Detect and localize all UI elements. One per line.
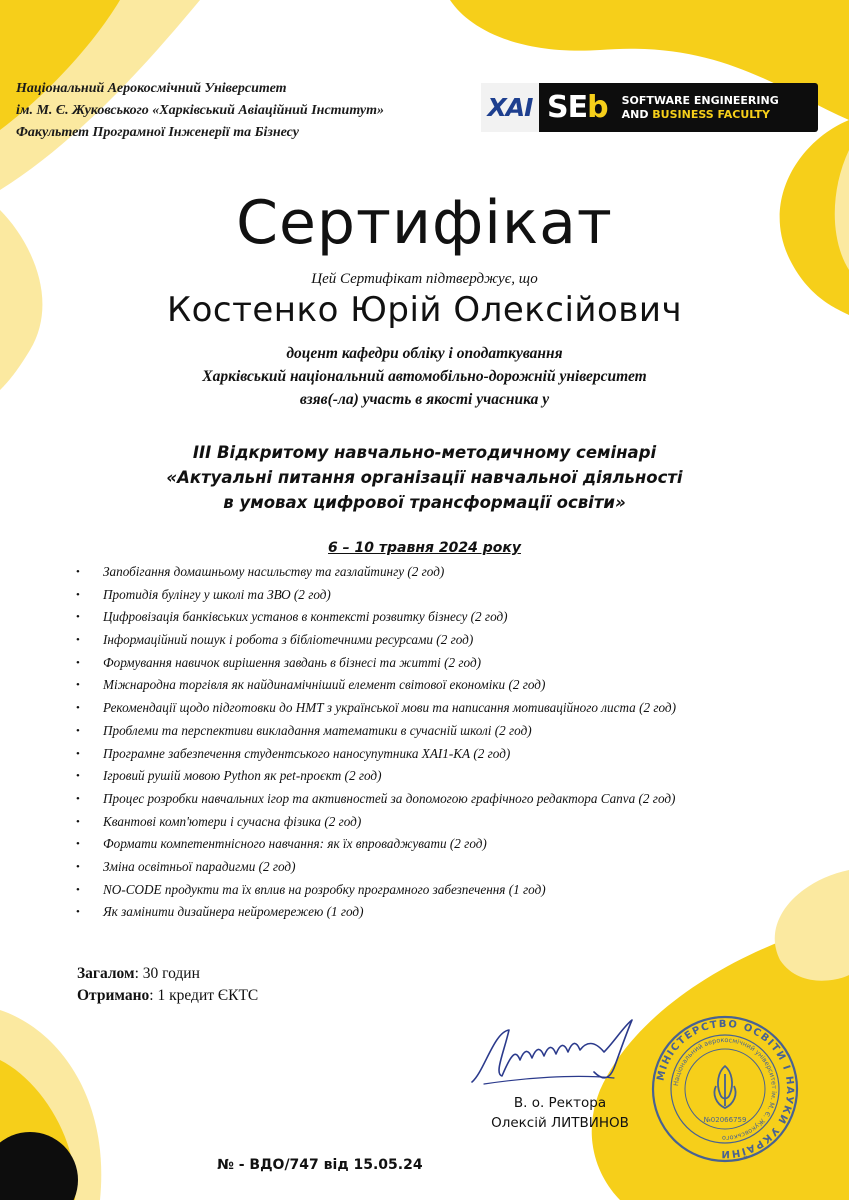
university-seal: [650, 1014, 800, 1164]
bullet-icon: •: [76, 634, 80, 647]
rector-signature: [464, 1012, 644, 1094]
seb-logo-text-a: SE: [547, 90, 588, 125]
faculty-logo-line2: [622, 108, 779, 122]
topic-text: Проблеми та перспективи викладання математики в сучасній школі (2 год): [103, 722, 532, 738]
faculty-logo-text: [622, 94, 779, 122]
certificate-title: Сертифікат: [236, 188, 613, 258]
bullet-icon: •: [76, 566, 80, 578]
faculty-logo-line1: SOFTWARE ENGINEERING: [621, 93, 779, 107]
university-name: Національний Аерокосмічний Університет: [16, 81, 287, 96]
topic-text: Квантові комп'ютери і сучасна фізика (2 год): [103, 813, 362, 829]
topics-list: [74, 561, 676, 924]
list-item: [74, 584, 676, 607]
list-item: [74, 674, 676, 697]
signatory-name: Олексій ЛИТВИНОВ: [491, 1115, 629, 1131]
signatory-title: В. о. Ректора: [513, 1095, 607, 1111]
topic-text: Процес розробки навчальних ігор та активностей за допомогою графічного редактора Canva (2 год): [103, 790, 676, 806]
participation-text: взяв(-ла) участь в якості учасника у: [299, 391, 550, 408]
topic-text: Ігровий рушій мовою Python як pet-проєкт (2 год): [103, 768, 382, 784]
list-item: [74, 856, 676, 879]
credit-summary: [77, 963, 258, 1007]
topic-text: Зміна освітньої парадигми (2 год): [103, 858, 296, 874]
topic-text: Рекомендації щодо підготовки до НМТ з української мови та написання мотиваційного листа (2 год): [103, 700, 676, 716]
list-item: [74, 811, 676, 834]
total-value: : 30 годин: [134, 965, 200, 982]
total-label: Загалом: [77, 965, 135, 982]
confirm-text: Цей Сертифікат підтверджує, що: [311, 271, 538, 287]
seal-inner-text: Національний аерокосмічний університет ім. М. Є. Жуковського: [672, 1035, 779, 1143]
list-item: [74, 606, 676, 629]
faculty-logo: [481, 83, 818, 132]
document-number: № - ВДО/747 від 15.05.24: [217, 1157, 423, 1173]
xai-logo: XAI: [481, 83, 539, 132]
seb-logo-text-b: b: [587, 90, 608, 125]
topic-text: Інформаційний пошук і робота з бібліотечними ресурсами (2 год): [103, 632, 474, 648]
list-item: [74, 720, 676, 743]
received-value: : 1 кредит ЄКТС: [149, 987, 259, 1004]
bullet-icon: •: [76, 656, 80, 669]
bullet-icon: •: [76, 815, 80, 828]
seminar-line2: «Актуальні питання організації навчальної діяльності: [166, 468, 683, 487]
topic-text: Цифровізація банківських установ в контексті розвитку бізнесу (2 год): [103, 609, 508, 625]
topic-text: Як замінити дизайнера нейромережею (1 год): [103, 904, 364, 920]
recipient-name: Костенко Юрій Олексійович: [166, 290, 683, 330]
topic-text: NO-CODE продукти та їх вплив на розробку програмного забезпечення (1 год): [103, 881, 546, 897]
list-item: [74, 629, 676, 652]
list-item: [74, 652, 676, 675]
faculty-name: Факультет Програмної Інженерії та Бізнесу: [16, 125, 299, 140]
total-hours: [77, 963, 258, 985]
list-item: [74, 833, 676, 856]
bullet-icon: •: [76, 860, 80, 873]
bullet-icon: •: [76, 588, 80, 601]
list-item: [74, 879, 676, 902]
list-item: [74, 561, 676, 584]
topic-text: Протидія булінгу у школі та ЗВО (2 год): [103, 586, 331, 602]
topic-text: Формати компетентнісного навчання: як їх впроваджувати (2 год): [103, 836, 487, 852]
list-item: [74, 765, 676, 788]
bullet-icon: •: [76, 747, 80, 760]
received-label: Отримано: [77, 987, 150, 1004]
bullet-icon: •: [76, 770, 80, 783]
credits-received: [77, 985, 258, 1007]
seal-outer-text: МІНІСТЕРСТВО ОСВІТИ І НАУКИ УКРАЇНИ: [655, 1018, 796, 1160]
topic-text: Запобігання домашньому насильству та газлайтингу (2 год): [103, 564, 445, 579]
seal-code: №02066759: [703, 1116, 747, 1124]
bullet-icon: •: [76, 724, 80, 737]
bullet-icon: •: [76, 838, 80, 851]
faculty-logo-line2-a: AND: [621, 107, 653, 121]
bullet-icon: •: [76, 679, 80, 692]
topic-text: Формування навичок вирішення завдань в бізнесі та житті (2 год): [103, 654, 482, 670]
trident-icon: [714, 1066, 735, 1108]
bullet-icon: •: [76, 792, 80, 805]
signatory-block: [460, 1093, 660, 1133]
bullet-icon: •: [76, 702, 80, 715]
recipient-position: доцент кафедри обліку і оподаткування: [286, 345, 563, 362]
topic-text: Програмне забезпечення студентського наносупутника ХАІ1-КА (2 год): [103, 745, 511, 761]
seminar-title: [0, 440, 849, 515]
bullet-icon: •: [76, 611, 80, 624]
bullet-icon: •: [76, 883, 80, 896]
list-item: [74, 743, 676, 766]
seminar-line1: ІІІ Відкритому навчально-методичному семінарі: [192, 443, 657, 462]
list-item: [74, 697, 676, 720]
seminar-line3: в умовах цифрової трансформації освіти»: [223, 493, 626, 512]
university-full-name: ім. М. Є. Жуковського «Харківський Авіаційний Інститут»: [16, 103, 384, 118]
recipient-organization: Харківський національний автомобільно-дорожній університет: [202, 368, 647, 385]
bullet-icon: •: [76, 906, 80, 919]
faculty-logo-line2-b: BUSINESS FACULTY: [652, 107, 770, 121]
seminar-dates: 6 – 10 травня 2024 року: [328, 540, 521, 556]
seb-logo: [547, 83, 608, 132]
topic-text: Міжнародна торгівля як найдинамічніший елемент світової економіки (2 год): [103, 677, 546, 693]
list-item: [74, 788, 676, 811]
university-header: [16, 78, 384, 144]
list-item: [74, 901, 676, 924]
recipient-details: [0, 342, 849, 411]
